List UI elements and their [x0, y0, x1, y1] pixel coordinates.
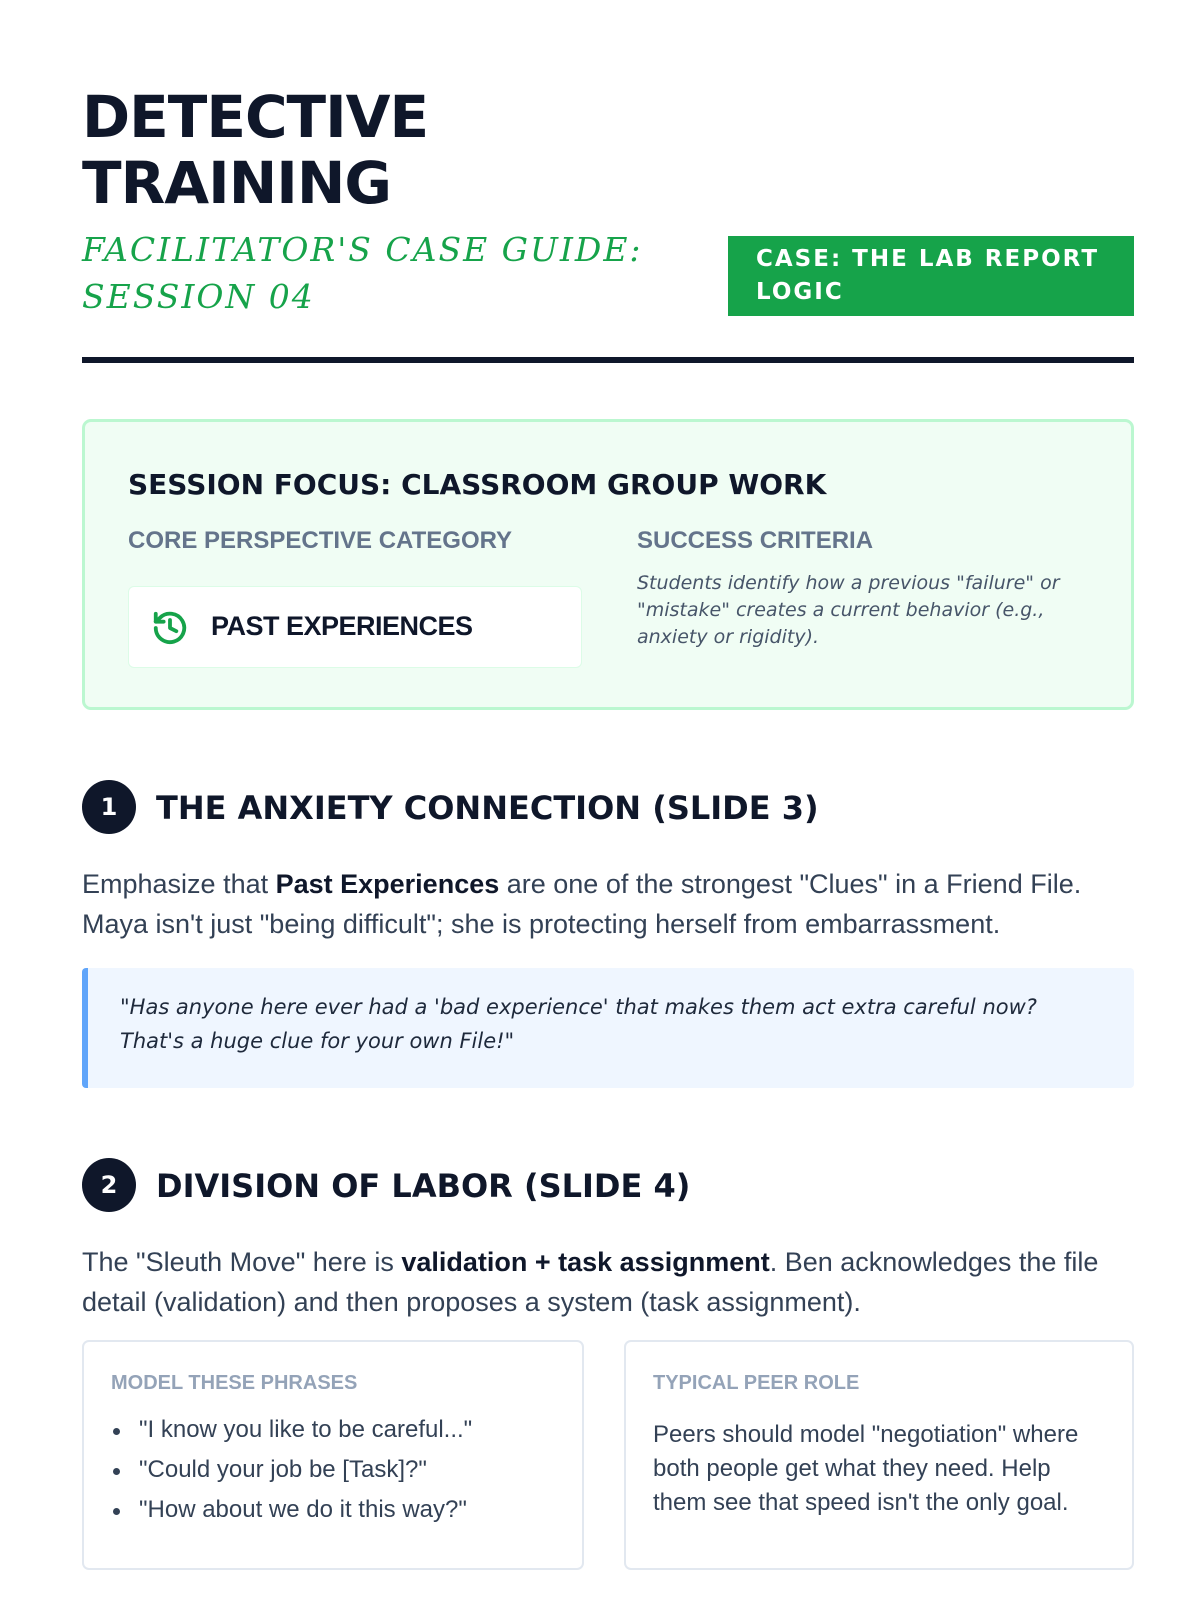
section-1-body-pre: Emphasize that [82, 869, 276, 899]
peer-role-card [624, 1340, 1134, 1570]
case-badge [728, 236, 1134, 316]
facilitator-quote: "Has anyone here ever had a 'bad experience' that makes them act extra careful now? That's a huge clue for your own File!" [82, 968, 1134, 1088]
case-badge-line-1: CASE: THE LAB REPORT [756, 246, 1100, 272]
section-2-heading [82, 1158, 1134, 1214]
category-card [128, 586, 582, 668]
section-1-body-post: are one of the strongest "Clues" in a Friend File. Maya isn't just "being difficult"; she is protecting herself from embarrassment. [82, 869, 1082, 939]
phrase-item: "How about we do it this way?" [111, 1490, 472, 1530]
subtitle-line-2: SESSION 04 [82, 277, 315, 316]
model-phrases-label: MODEL THESE PHRASES [111, 1372, 358, 1394]
case-badge-line-2: LOGIC [756, 279, 844, 305]
section-2-title: DIVISION OF LABOR (SLIDE 4) [156, 1167, 691, 1205]
document-subtitle [82, 226, 682, 320]
section-2-number: 2 [82, 1158, 136, 1212]
title-line-2: TRAINING [82, 149, 391, 217]
section-1-title: THE ANXIETY CONNECTION (SLIDE 3) [156, 789, 819, 827]
session-focus-title: SESSION FOCUS: CLASSROOM GROUP WORK [128, 468, 827, 501]
title-line-1: DETECTIVE [82, 83, 429, 151]
document-title [82, 84, 682, 216]
success-criteria-text: Students identify how a previous "failure" or "mistake" creates a current behavior (e.g., anxiety or rigidity). [637, 572, 1060, 648]
header-divider [82, 357, 1134, 363]
peer-role-text: Peers should model "negotiation" where both people get what they need. Help them see that speed isn't the only goal. [653, 1421, 1079, 1516]
phrase-item: "Could your job be [Task]?" [111, 1450, 472, 1490]
criteria-label: SUCCESS CRITERIA [637, 527, 874, 554]
section-1-body [82, 864, 1134, 944]
section-2-body-bold: validation + task assignment [401, 1247, 770, 1277]
category-label: CORE PERSPECTIVE CATEGORY [128, 527, 513, 554]
peer-role-label: TYPICAL PEER ROLE [653, 1372, 860, 1394]
section-1-number: 1 [82, 780, 136, 834]
session-focus-panel [82, 419, 1134, 710]
section-2-body-pre: The "Sleuth Move" here is [82, 1247, 402, 1277]
subtitle-line-1: FACILITATOR'S CASE GUIDE: [82, 230, 643, 269]
phrase-item: "I know you like to be careful..." [111, 1410, 472, 1450]
category-value: PAST EXPERIENCES [211, 611, 473, 641]
section-1-body-bold: Past Experiences [275, 869, 500, 899]
model-phrases-card [82, 1340, 584, 1570]
history-icon [151, 609, 189, 647]
section-1-heading [82, 780, 1134, 836]
phrase-list [111, 1410, 472, 1530]
section-2-body [82, 1242, 1134, 1322]
section-2-body-post: . Ben acknowledges the file detail (validation) and then proposes a system (task assignment). [82, 1247, 1099, 1317]
